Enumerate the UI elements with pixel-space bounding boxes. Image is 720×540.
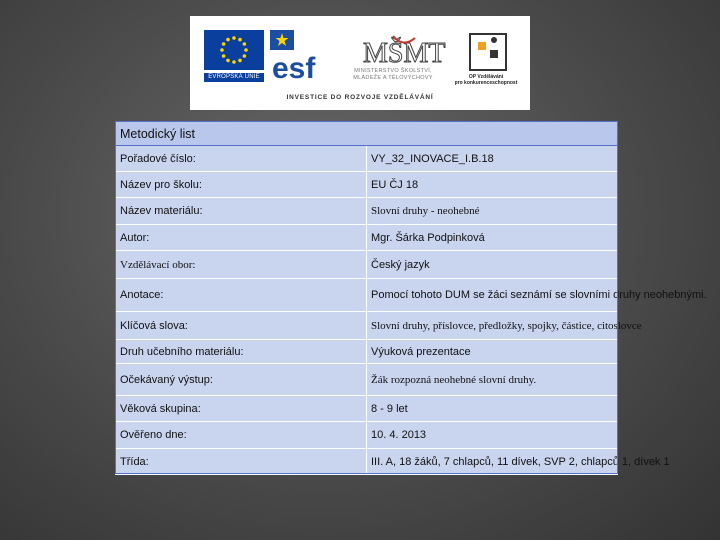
row-value: VY_32_INOVACE_I.B.18	[367, 146, 618, 172]
methodology-sheet-table	[115, 121, 707, 475]
msmt-caption: MINISTERSTVO ŠKOLSTVÍ, MLÁDEŽE A TĚLOVÝCHOVY	[353, 68, 433, 81]
row-label: Věková skupina:	[116, 396, 367, 422]
row-value: III. A, 18 žáků, 7 chlapců, 11 dívek, SVP 2, chlapců 1, dívek 1	[367, 449, 618, 475]
eu-flag-icon	[204, 30, 264, 70]
eu-caption: EVROPSKÁ UNIE	[204, 73, 264, 82]
row-label: Název materiálu:	[116, 198, 367, 225]
table-header-row	[116, 122, 618, 146]
table-row	[116, 396, 618, 422]
row-label: Pořadové číslo:	[116, 146, 367, 172]
table-body	[116, 146, 707, 475]
row-label: Druh učebního materiálu:	[116, 340, 367, 364]
row-value: Český jazyk	[367, 251, 618, 279]
row-value: Slovní druhy, příslovce, předložky, spojky, částice, citoslovce	[367, 312, 618, 340]
table-row	[116, 340, 618, 364]
msmt-text: MŠMT	[363, 38, 446, 69]
row-label: Klíčová slova:	[116, 312, 367, 340]
row-value: Mgr. Šárka Podpinková	[367, 225, 618, 251]
op-caption: OP Vzdělávání pro konkurenceschopnost	[454, 74, 518, 86]
table-row	[116, 251, 618, 279]
row-value: Žák rozpozná neohebné slovní druhy.	[367, 364, 618, 396]
row-label: Anotace:	[116, 279, 367, 312]
row-label: Vzdělávací obor:	[116, 251, 367, 279]
investment-slogan: INVESTICE DO ROZVOJE VZDĚLÁVÁNÍ	[286, 94, 434, 101]
row-label: Autor:	[116, 225, 367, 251]
row-value: 10. 4. 2013	[367, 422, 618, 449]
row-value: Pomocí tohoto DUM se žáci seznámí se slovními druhy neohebnými.	[367, 279, 618, 312]
table-row	[116, 449, 618, 475]
row-value: EU ČJ 18	[367, 172, 618, 198]
table-row	[116, 312, 618, 340]
esf-text: esf	[272, 52, 316, 85]
table-row	[116, 364, 618, 396]
table-row	[116, 225, 618, 251]
table-row	[116, 279, 618, 312]
row-value: 8 - 9 let	[367, 396, 618, 422]
funding-logo-banner	[190, 16, 530, 110]
esf-logo-icon	[270, 30, 328, 85]
table-row	[116, 146, 618, 172]
row-label: Očekávaný výstup:	[116, 364, 367, 396]
table-row	[116, 422, 618, 449]
table-row	[116, 198, 618, 225]
row-label: Název pro školu:	[116, 172, 367, 198]
row-value: Výuková prezentace	[367, 340, 618, 364]
table-title: Metodický list	[116, 122, 618, 146]
row-label: Třída:	[116, 449, 367, 475]
table-row	[116, 172, 618, 198]
row-value: Slovní druhy - neohebné	[367, 198, 618, 225]
row-label: Ověřeno dne:	[116, 422, 367, 449]
